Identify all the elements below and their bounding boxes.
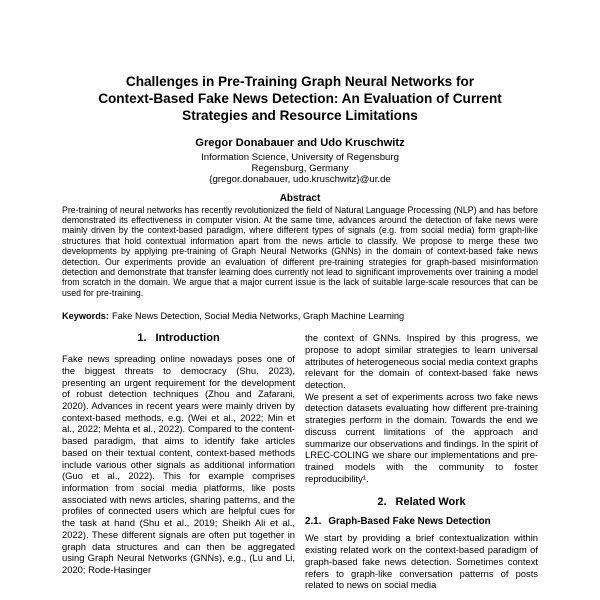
paper-title-line-2: Context-Based Fake News Detection: An Evaluation of Current (98, 91, 502, 106)
affiliation-location: Regensburg, Germany (251, 163, 349, 175)
section-1-title: Introduction (155, 332, 220, 345)
section-1-heading (62, 332, 295, 345)
right-column (305, 332, 538, 591)
left-column (62, 332, 295, 591)
abstract-text: Pre-training of neural networks has recently revolutionized the field of Natural Language Processing (NLP) and has before demonstrated its effectiveness in computer vision. At the same time, advances around the detection of fake news were mainly driven by the context-based paradigm, where different types of signals (e.g. from social media) form graph-like structures that hold contextual information apart from the news article to classify. We propose to merge these two developments by applying pre-training of Graph Neural Networks (GNNs) in the domain of context-based fake news detection. Our experiments provide an evaluation of different pre-training strategies for graph-based misinformation detection and demonstrate that transfer learning does currently not lead to significant improvements over training a model from scratch in the domain. We argue that a major current issue is the lack of suitable large-scale resources that can be used for pre-training. (62, 204, 538, 298)
paper-title (62, 73, 538, 124)
intro-continued-para-1: the context of GNNs. Inspired by this progress, we propose to adopt similar strategies to learn universal attributes of heterogeneous social media context graphs relevant for the domain of context-based fake news detection. (305, 332, 538, 391)
keywords-line (62, 311, 538, 322)
paper-title-line-3: Strategies and Resource Limitations (182, 108, 418, 123)
section-2-1-title: Graph-Based Fake News Detection (328, 516, 491, 528)
keywords-text: Fake News Detection, Social Media Networks, Graph Machine Learning (111, 311, 405, 322)
title-block (62, 73, 538, 186)
abstract-heading: Abstract (279, 192, 321, 204)
introduction-text: Fake news spreading online nowadays poses one of the biggest threats to democracy (Shu, 2023), presenting an urgent requirement for the development of robust detection techniques (Zhou and Zafarani, 2020). Advances in recent years were mainly driven by context-based methods, e.g. (Wei et al., 2022; Min et al., 2022; Mehta et al., 2022). Compared to the content-based paradigm, that aims to identify fake articles based on their textual content, context-based methods include various other signals as additional information (Guo et al., 2022). This for example comprises information from social media platforms, like posts associated with news articles, sharing patterns, and the profiles of connected users which are helpful cues for the task at hand (Shu et al., 2019; Sheikh Ali et al., 2022). These different signals are often put together in graph data structures and can then be aggregated using Graph Neural Networks (GNNs), e.g., (Lu and Li, 2020; Rode-Hasinger (62, 353, 295, 575)
section-2-heading (305, 496, 538, 509)
abstract-section (62, 193, 538, 299)
keywords-label: Keywords: (62, 311, 109, 322)
intro-continued-para-2: We present a set of experiments across two fake news detection datasets evaluating how different pre-training strategies perform in the domain. Towards the end we discuss current limitations of the approach and summarize our observations and findings. In the spirit of LREC-COLING we share our implementations and pre-trained models with the community to foster reproducibility¹. (305, 390, 538, 484)
section-1-number: 1. (137, 332, 147, 345)
affiliation-line: Information Science, University of Regensburg (201, 152, 399, 163)
section-2-1-heading (305, 516, 538, 528)
section-2-1-number: 2.1. (305, 516, 322, 528)
section-2-number: 2. (377, 496, 387, 509)
two-column-body (62, 332, 538, 591)
authors-line: Gregor Donabauer and Udo Kruschwitz (195, 137, 405, 149)
related-work-text: We start by providing a brief contextualization within existing related work on the context-based paradigm of graph-based fake news detection. Sometimes context refers to graph-like conversation patterns of posts related to news on social media (305, 532, 538, 591)
section-2-title: Related Work (395, 496, 466, 509)
author-emails: {gregor.donabauer, udo.kruschwitz}@ur.de (209, 174, 391, 186)
paper-title-line-1: Challenges in Pre-Training Graph Neural Networks for (125, 74, 475, 89)
